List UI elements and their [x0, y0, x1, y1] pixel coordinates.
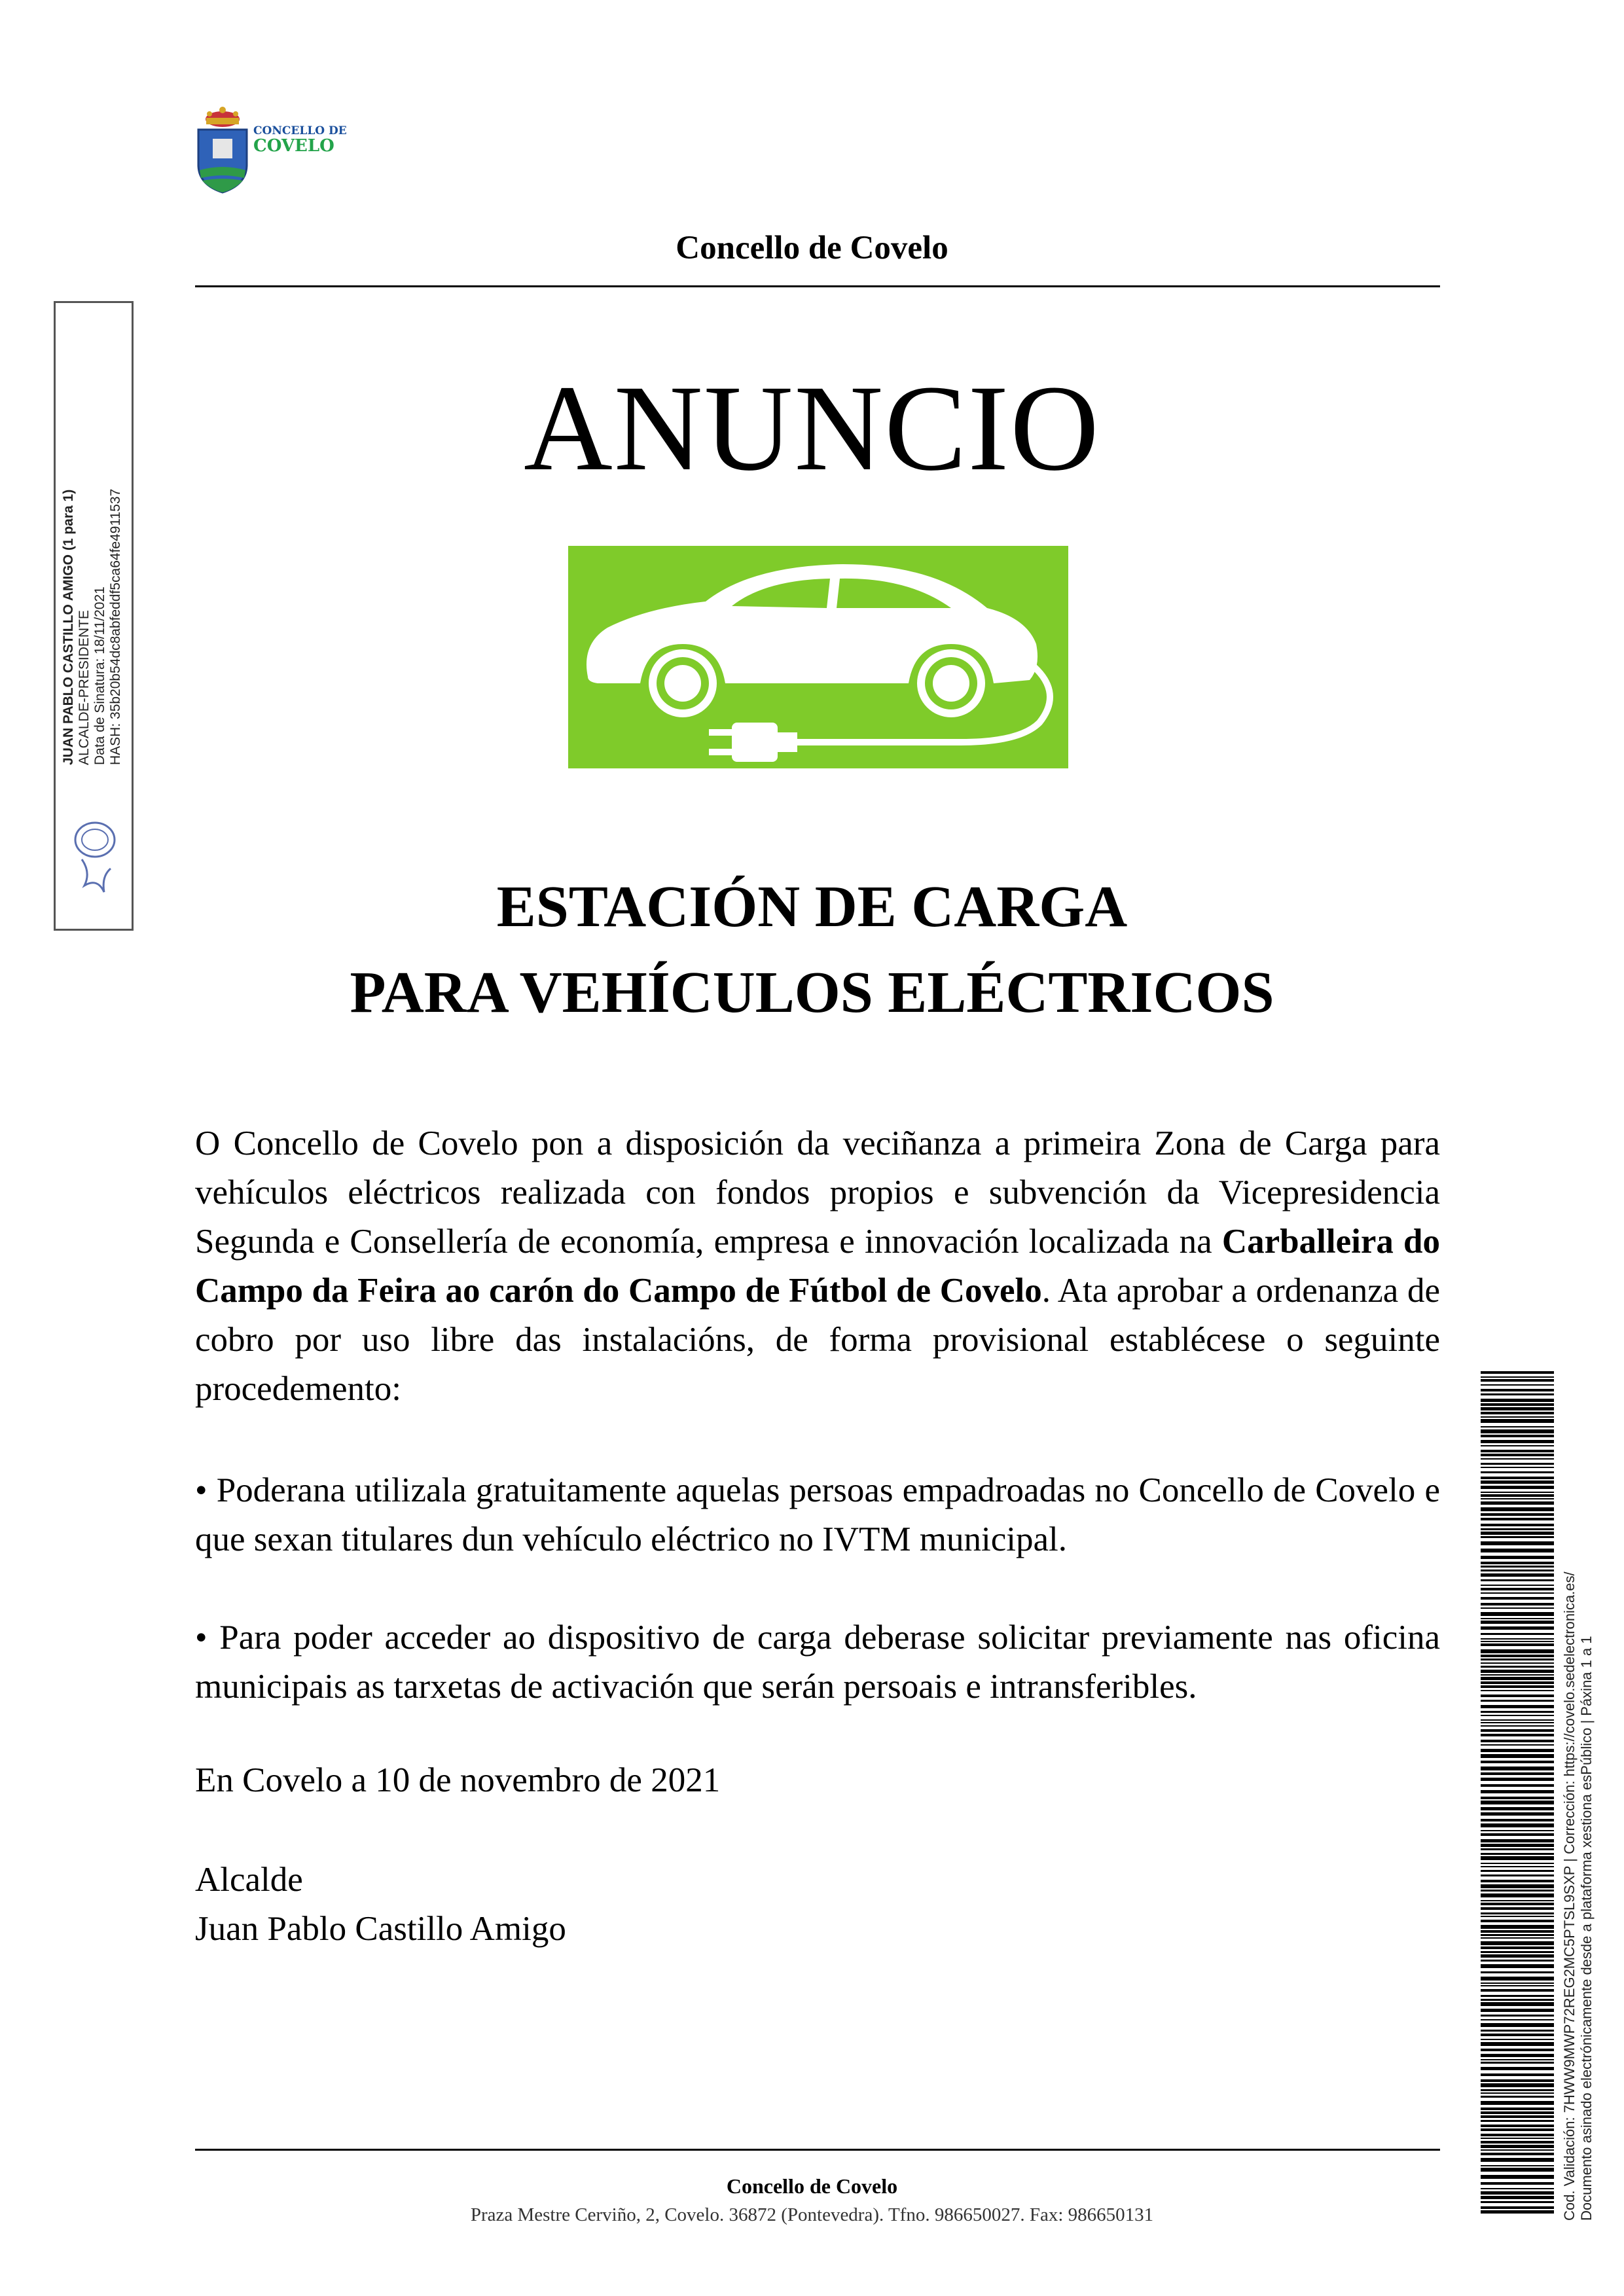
date-line: En Covelo a 10 de novembro de 2021 [195, 1761, 721, 1799]
intro-location: Carballeira do Campo da Feira ao carón do Campo de Fútbol de Covelo [195, 1223, 1440, 1310]
bullet-paragraph-1: • Poderana utilizala gratuitamente aquelas persoas empadroadas no Concello de Covelo e que sexan titulares dun vehículo eléctrico no IVTM municipal. [195, 1471, 1440, 1558]
electric-car-icon [568, 546, 1068, 768]
intro-text-end: . Ata aprobar a ordenanza de cobro por uso libre das instalacións, de forma provisional establécese o seguinte procedemento: [195, 1272, 1440, 1408]
bullet-paragraph-2: • Para poder acceder ao dispositivo de carga deberase solicitar previamente nas oficina municipais as tarxetas de activación que serán persoais e intransferibles. [195, 1619, 1440, 1706]
logo-line2: COVELO [253, 135, 334, 156]
electric-car-banner [568, 546, 1068, 768]
signatory-title: Alcalde [195, 1861, 303, 1899]
barcode-icon [1481, 1371, 1554, 2219]
signature-hash: HASH: 35b20b54dc8abfeddf5ca64fe4911537 [108, 488, 123, 765]
announcement-title: ANUNCIO [524, 359, 1100, 496]
signer-name: JUAN PABLO CASTILLO AMIGO (1 para 1) [61, 489, 76, 765]
intro-text-start: O Concello de Covelo pon a disposición da veciñanza a primeira Zona de Carga para vehículos eléctricos realizada con fondos propios e subvención da Vicepresidencia Segunda e Consellería de economía, empresa e innovación localizada na [195, 1124, 1440, 1261]
footer-name: Concello de Covelo [726, 2174, 898, 2198]
coat-of-arms-icon [193, 105, 252, 196]
signatory-name: Juan Pablo Castillo Amigo [195, 1910, 566, 1948]
concello-logo [193, 105, 350, 196]
notice-heading [0, 864, 1624, 1035]
signer-role: ALCALDE-PRESIDENTE [77, 610, 92, 765]
footer-address: Praza Mestre Cerviño, 2, Covelo. 36872 (Pontevedra). Tfno. 986650027. Fax: 986650131 [470, 2204, 1154, 2225]
header-title: Concello de Covelo [676, 230, 948, 266]
validation-line2: Documento asinado electrónicamente desde a plataforma xestiona esPúblico | Páxina 1 a 1 [1578, 1636, 1595, 2221]
heading-line2: PARA VEHÍCULOS ELÉCTRICOS [350, 960, 1274, 1025]
signature-date: Data de Sinatura: 18/11/2021 [92, 586, 107, 765]
heading-line1: ESTACIÓN DE CARGA [496, 874, 1128, 939]
validation-line1: Cod. Validación: 7HWW9MWP72REG2MC5PTSL9SXP | Corrección: https://covelo.sedelectronica.es/ [1561, 1571, 1578, 2221]
validation-text [1561, 1571, 1595, 2221]
barcode [1481, 1371, 1554, 2219]
footer-divider [195, 2149, 1440, 2151]
signature-stamp-text [61, 489, 124, 765]
logo-line1: CONCELLO DE [253, 124, 347, 137]
header-divider [195, 285, 1440, 287]
intro-paragraph [195, 1119, 1440, 1414]
